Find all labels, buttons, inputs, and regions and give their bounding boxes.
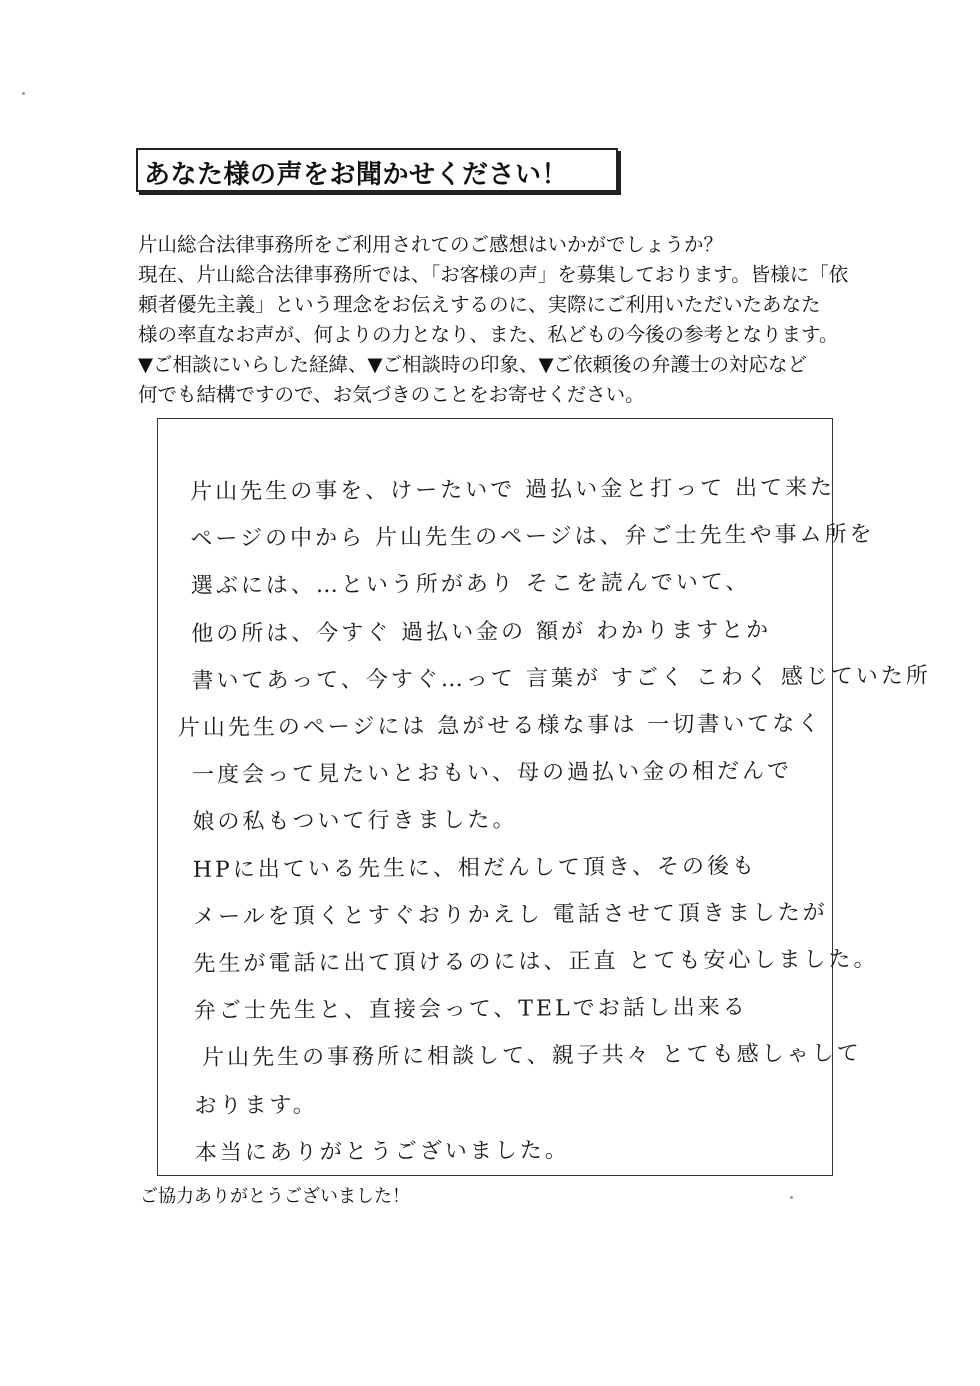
handwritten-line: 片山先生のページには 急がせる様な事は 一切書いてなく xyxy=(177,711,823,741)
intro-line: 現在、片山総合法律事務所では、「お客様の声」を募集しております。皆様に「依 xyxy=(138,263,849,286)
handwritten-line: 片山先生の事務所に相談して、親子共々 とても感しゃして xyxy=(202,1041,862,1072)
handwritten-line: HPに出ている先生に、相だんして頂き、その後も xyxy=(192,853,757,883)
intro-line: 様の率直なお声が、何よりの力となり、また、私どもの今後の参考となります。 xyxy=(138,323,839,346)
handwritten-comment xyxy=(172,464,931,1177)
handwritten-line: 弁ご士先生と、直接会って、TELでお話し出来る xyxy=(193,995,748,1025)
handwritten-line: 選ぶには、…という所があり そこを読んでいて、 xyxy=(190,570,751,600)
title-box xyxy=(136,148,618,192)
intro-line: 片山総合法律事務所をご利用されてのご感想はいかがでしょうか？ xyxy=(138,233,724,256)
handwritten-line: 先生が電話に出て頂けるのには、正直 とても安心しました。 xyxy=(193,947,879,977)
intro-line: 何でも結構ですので、お気づきのことをお寄せください。 xyxy=(138,383,645,406)
handwritten-line: 片山先生の事を、けーたいで 過払い金と打って 出て来た xyxy=(190,475,836,505)
handwritten-line: 書いてあって、今すぐ…って 言葉が すごく こわく 感じていた所 xyxy=(191,663,931,694)
scan-speck xyxy=(22,92,25,95)
handwritten-line: ページの中から 片山先生のページは、弁ご士先生や事ム所を xyxy=(190,522,875,553)
comment-box xyxy=(157,418,931,1176)
closing-thanks: ご協力ありがとうございました！ xyxy=(140,1186,410,1207)
handwritten-line: 他の所は、今すぐ 過払い金の 額が わかりますとか xyxy=(191,617,772,647)
scan-speck xyxy=(790,1196,793,1199)
page-title: あなた様の声をお聞かせください！ xyxy=(144,160,569,190)
handwritten-line: 一度会って見たいとおもい、母の過払い金の相だんで xyxy=(192,758,793,789)
handwritten-line: メールを頂くとすぐおりかえし 電話させて頂きましたが xyxy=(193,900,828,930)
intro-line: 頼者優先主義」という理念をお伝えするのに、実際にご利用いただいたあなた xyxy=(138,293,821,316)
intro-line: ▼ご相談にいらした経緯、▼ご相談時の印象、▼ご依頼後の弁護士の対応など xyxy=(138,353,807,376)
handwritten-line: 本当にありがとうございました。 xyxy=(194,1138,570,1166)
intro-text xyxy=(138,230,854,410)
handwritten-line: 娘の私もついて行きました。 xyxy=(192,808,518,836)
handwritten-line: おります。 xyxy=(194,1092,318,1119)
